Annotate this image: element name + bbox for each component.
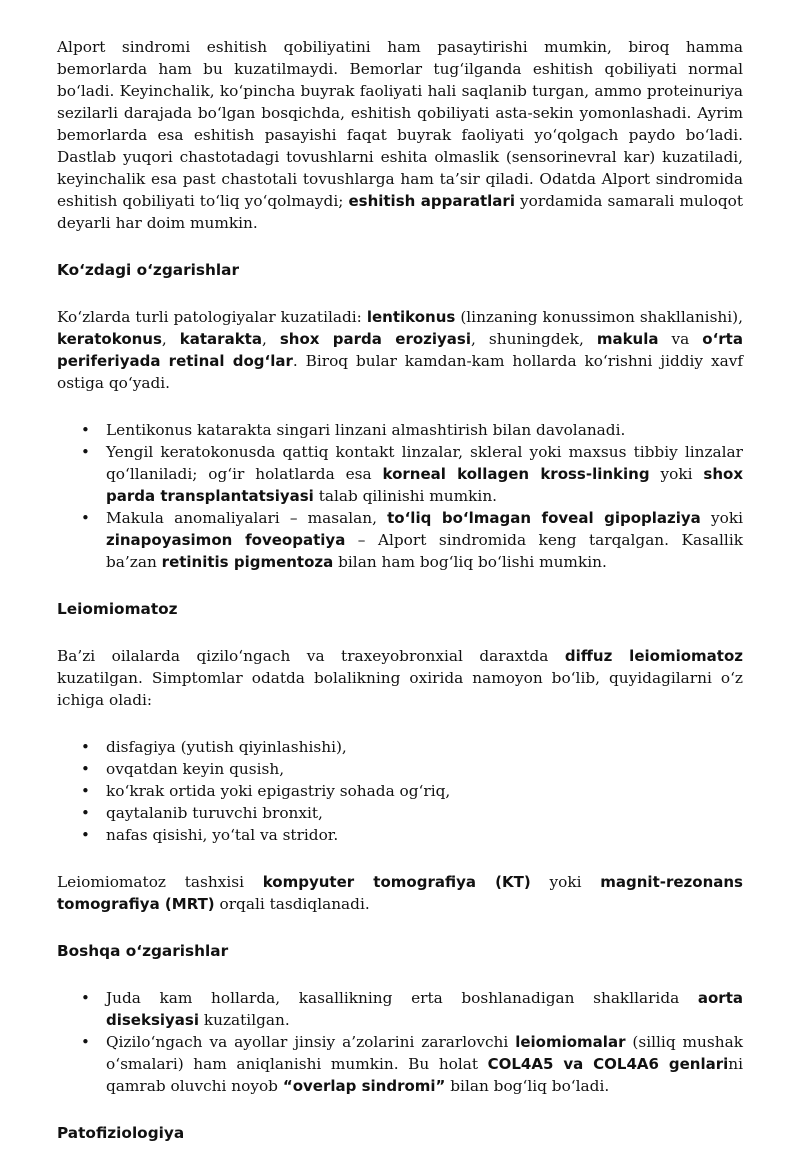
bullet-icon: • [81, 509, 90, 527]
bullet-icon: • [81, 1033, 90, 1051]
bold-term: “overlap sindromi” [282, 1077, 446, 1095]
bold-term: shox parda transplantatsiyasi [106, 465, 743, 505]
bold-term: keratokonus [57, 330, 162, 348]
bold-term: zinapoyasimon foveopatiya [106, 531, 346, 549]
text-run: Alport sindromi eshitish qobiliyatini ham pasaytirishi mumkin, biroq hamma bemorlarda ham bu kuzatilmaydi. Bemorlar tug‘ilganda eshitish qobiliyati normal bo‘ladi. Keyinchalik, ko‘pincha buyrak faoliyati hali saqlanib turgan, ammo proteinuriya sezilarli darajada bo‘lgan bosqichda, eshitish qobiliyati asta-sekin yomonlashadi. Ayrim bemorlarda esa eshitish pasayishi faqat buyrak faoliyati yo‘qolgach paydo bo‘ladi. Dastlab yuqori chastotadagi tovushlarni eshita olmaslik (sensorinevral kar) kuzatiladi, keyinchalik esa past chastotali tovushlarga ham ta’sir qiladi. Odatda Alport sindromida eshitish qobiliyati to‘liq yo‘qolmaydi; [57, 38, 743, 210]
text-run: Qizilo‘ngach va ayollar jinsiy a’zolarini zararlovchi [106, 1033, 516, 1051]
bullet-icon: • [81, 826, 90, 844]
text-run: ni qamrab oluvchi noyob [106, 1055, 743, 1095]
heading-leiomyomatosis: Leiomiomatoz [57, 600, 178, 618]
bullet-icon: • [81, 421, 90, 439]
bold-term: katarakta [179, 330, 262, 348]
bullet-icon: • [81, 738, 90, 756]
heading-eye-changes: Ko‘zdagi o‘zgarishlar [57, 261, 239, 279]
text-run: yoki [649, 465, 704, 483]
bullet-icon: • [81, 804, 90, 822]
text-run: Yengil keratokonusda qattiq kontakt linzalar, skleral yoki maxsus tibbiy linzalar qo‘llaniladi; og‘ir holatlarda esa [106, 443, 743, 483]
text-run: Ba’zi oilalarda qizilo‘ngach va traxeyobronxial daraxtda [57, 647, 565, 665]
heading-pathophysiology: Patofiziologiya [57, 1124, 185, 1142]
text-run: talab qilinishi mumkin. [313, 487, 498, 505]
document-page [57, 36, 743, 1169]
list-item [57, 507, 743, 573]
text-run: disfagiya (yutish qiyinlashishi), [106, 738, 347, 756]
text-run: – Alport sindromida keng tarqalgan. Kasallik ba’zan [106, 531, 743, 571]
text-run: (linzaning konussimon shakllanishi), [455, 308, 743, 326]
bullet-icon: • [81, 782, 90, 800]
text-run: ko‘krak ortida yoki epigastriy sohada og‘riq, [106, 782, 451, 800]
text-run: ovqatdan keyin qusish, [106, 760, 285, 778]
bold-term: to‘liq bo‘lmagan foveal gipoplaziya [387, 509, 701, 527]
bold-term: korneal kollagen kross-linking [382, 465, 650, 483]
leiomyomatosis-paragraph [57, 645, 743, 711]
symptoms-list [57, 736, 743, 846]
text-run: kuzatilgan. Simptomlar odatda bolalikning oxirida namoyon bo‘lib, quyidagilarni o‘z ichiga oladi: [57, 669, 743, 709]
heading-other-changes: Boshqa o‘zgarishlar [57, 942, 229, 960]
text-run: Makula anomaliyalari – masalan, [106, 509, 388, 527]
bold-term: makula [596, 330, 659, 348]
text-run: , [261, 330, 280, 348]
text-run: bilan ham bog‘liq bo‘lishi mumkin. [333, 553, 607, 571]
list-item [57, 780, 743, 802]
bold-term: magnit-rezonans tomografiya (MRT) [57, 873, 743, 913]
bold-term: retinitis pigmentoza [161, 553, 334, 571]
eye-paragraph [57, 306, 743, 394]
bold-term: COL4A5 va COL4A6 genlari [487, 1055, 729, 1073]
text-run: orqali tasdiqlanadi. [214, 895, 370, 913]
list-item [57, 1031, 743, 1097]
text-run: yoki [530, 873, 601, 891]
bold-term: aorta diseksiyasi [106, 989, 743, 1029]
list-item [57, 802, 743, 824]
text-run: , [161, 330, 180, 348]
bold-term: diffuz leiomiomatoz [564, 647, 743, 665]
diagnosis-paragraph [57, 871, 743, 915]
text-run: . Biroq bular kamdan-kam hollarda ko‘rishni jiddiy xavf ostiga qo‘yadi. [57, 352, 743, 392]
text-run: Juda kam hollarda, kasallikning erta boshlanadigan shakllarida [106, 989, 698, 1007]
list-item [57, 987, 743, 1031]
text-run: bilan bog‘liq bo‘ladi. [445, 1077, 610, 1095]
text-run: va [658, 330, 703, 348]
bold-term: eshitish apparatlari [348, 192, 515, 210]
text-run: (silliq mushak o‘smalari) ham aniqlanishi mumkin. Bu holat [106, 1033, 744, 1073]
text-run: qaytalanib turuvchi bronxit, [106, 804, 323, 822]
eye-treatment-list [57, 419, 743, 573]
bold-term: shox parda eroziyasi [279, 330, 472, 348]
bold-term: lentikonus [366, 308, 456, 326]
bold-term: kompyuter tomografiya (KT) [262, 873, 531, 891]
text-run: nafas qisishi, yo‘tal va stridor. [106, 826, 339, 844]
list-item [57, 419, 743, 441]
text-run: Ko‘zlarda turli patologiyalar kuzatiladi: [57, 308, 367, 326]
text-run: Lentikonus katarakta singari linzani almashtirish bilan davolanadi. [106, 421, 626, 439]
bullet-icon: • [81, 760, 90, 778]
text-run: yordamida samarali muloqot deyarli har doim mumkin. [57, 192, 743, 232]
list-item [57, 441, 743, 507]
list-item [57, 758, 743, 780]
list-item [57, 736, 743, 758]
hearing-paragraph [57, 36, 743, 234]
bullet-icon: • [81, 989, 90, 1007]
bold-term: leiomiomalar [515, 1033, 626, 1051]
bullet-icon: • [81, 443, 90, 461]
text-run: kuzatilgan. [199, 1011, 290, 1029]
text-run: yoki [700, 509, 743, 527]
text-run: Leiomiomatoz tashxisi [57, 873, 263, 891]
list-item [57, 824, 743, 846]
other-changes-list [57, 987, 743, 1097]
text-run: , shuningdek, [471, 330, 597, 348]
bold-term: o‘rta periferiyada retinal dog‘lar [57, 330, 743, 370]
